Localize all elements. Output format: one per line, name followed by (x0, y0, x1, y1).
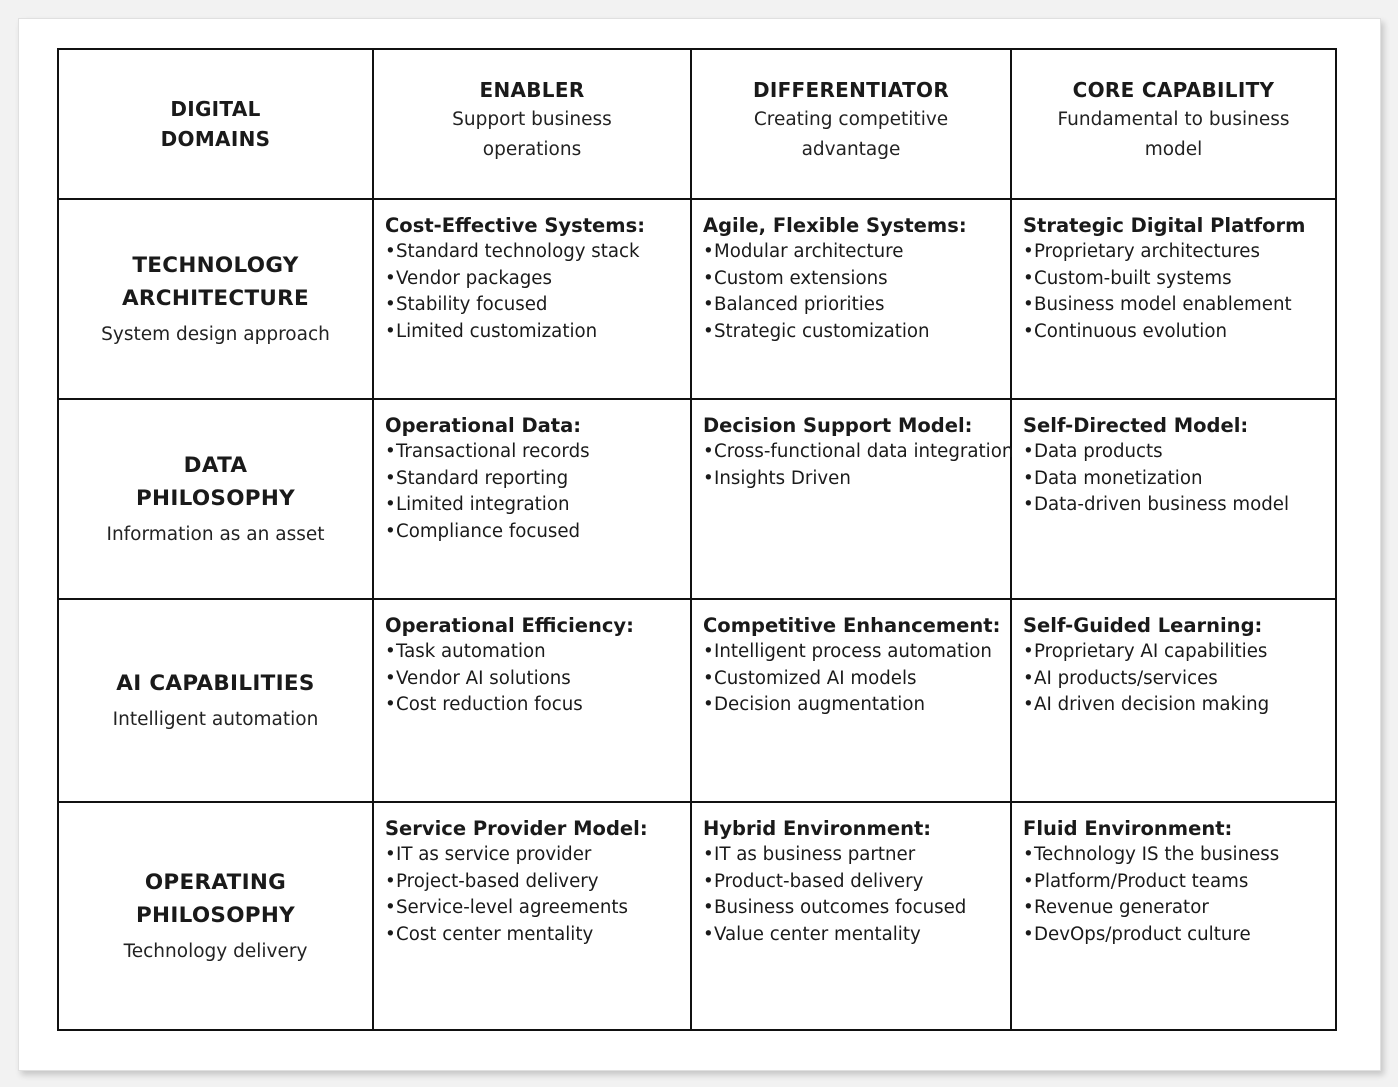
bullet-item: • Custom extensions (703, 266, 1000, 293)
bullet-list (1023, 439, 1325, 519)
bullet-item: • Modular architecture (703, 239, 1000, 266)
domain-subtitle: Information as an asset (106, 524, 325, 545)
column-title: CORE CAPABILITY (1072, 78, 1275, 102)
cell-data-philosophy-core-capability (1011, 399, 1336, 599)
bullet-item: • Limited customization (385, 319, 680, 346)
column-title: DIFFERENTIATOR (752, 78, 950, 102)
corner-label-line2: DOMAINS (160, 127, 271, 151)
bullet-item: • Data products (1023, 439, 1325, 466)
bullet-item: • Limited integration (385, 492, 680, 519)
bullet-item: • Project-based delivery (385, 869, 680, 896)
bullet-item: • DevOps/product culture (1023, 922, 1325, 949)
column-header-core-capability (1011, 49, 1336, 199)
bullet-item: • Data-driven business model (1023, 492, 1325, 519)
bullet-item: • IT as business partner (703, 842, 1000, 869)
bullet-item: • AI products/services (1023, 666, 1325, 693)
column-subtitle: Support business operations (452, 109, 612, 160)
bullet-list (385, 439, 680, 546)
domain-subtitle: Technology delivery (123, 941, 308, 962)
bullet-item: • Platform/Product teams (1023, 869, 1325, 896)
bullet-item: • Stability focused (385, 292, 680, 319)
bullet-item: • Product-based delivery (703, 869, 1000, 896)
corner-label-line1: DIGITAL (170, 97, 261, 121)
cell-heading: Service Provider Model: (385, 817, 648, 840)
bullet-list (1023, 842, 1325, 949)
bullet-list (703, 639, 1000, 719)
bullet-item: • Vendor packages (385, 266, 680, 293)
bullet-item: • Task automation (385, 639, 680, 666)
cell-ai-capabilities-core-capability (1011, 599, 1336, 802)
digital-domains-matrix (57, 48, 1337, 1031)
bullet-item: • Balanced priorities (703, 292, 1000, 319)
bullet-item: • Proprietary AI capabilities (1023, 639, 1325, 666)
cell-operating-philosophy-differentiator (691, 802, 1011, 1030)
cell-heading: Self-Guided Learning: (1023, 614, 1263, 637)
bullet-item: • Technology IS the business (1023, 842, 1325, 869)
bullet-item: • Proprietary architectures (1023, 239, 1325, 266)
domain-title: DATA PHILOSOPHY (135, 453, 296, 511)
corner-header-cell (58, 49, 373, 199)
bullet-list (385, 842, 680, 949)
domain-title: AI CAPABILITIES (116, 671, 315, 696)
cell-heading: Self-Directed Model: (1023, 414, 1249, 437)
domain-label-cell (58, 599, 373, 802)
bullet-item: • Customized AI models (703, 666, 1000, 693)
cell-heading: Decision Support Model: (703, 414, 973, 437)
cell-technology-architecture-differentiator (691, 199, 1011, 399)
bullet-item: • Insights Driven (703, 466, 1000, 493)
cell-heading: Fluid Environment: (1023, 817, 1233, 840)
cell-operating-philosophy-core-capability (1011, 802, 1336, 1030)
bullet-item: • Decision augmentation (703, 692, 1000, 719)
column-header-enabler (373, 49, 691, 199)
bullet-item: • Intelligent process automation (703, 639, 1000, 666)
cell-operating-philosophy-enabler (373, 802, 691, 1030)
cell-data-philosophy-differentiator (691, 399, 1014, 599)
matrix-card (18, 18, 1381, 1071)
cell-heading: Cost-Effective Systems: (385, 214, 645, 237)
bullet-item: • AI driven decision making (1023, 692, 1325, 719)
bullet-list (385, 239, 680, 346)
cell-heading: Operational Data: (385, 414, 582, 437)
row-data-philosophy (58, 399, 1336, 599)
bullet-list (385, 639, 680, 719)
cell-ai-capabilities-enabler (373, 599, 691, 802)
column-subtitle: Creating competitive advantage (753, 109, 949, 160)
bullet-item: • Strategic customization (703, 319, 1000, 346)
bullet-list (703, 439, 1014, 492)
row-operating-philosophy (58, 802, 1336, 1030)
column-title: ENABLER (479, 78, 585, 102)
bullet-item: • Service-level agreements (385, 895, 680, 922)
bullet-item: • Value center mentality (703, 922, 1000, 949)
cell-data-philosophy-enabler (373, 399, 691, 599)
bullet-item: • Business outcomes focused (703, 895, 1000, 922)
bullet-item: • Standard technology stack (385, 239, 680, 266)
domain-label-cell (58, 802, 373, 1030)
cell-heading: Competitive Enhancement: (703, 614, 1001, 637)
bullet-item: • Cost center mentality (385, 922, 680, 949)
row-ai-capabilities (58, 599, 1336, 802)
domain-title: TECHNOLOGY ARCHITECTURE (121, 253, 310, 311)
domain-label-cell (58, 399, 373, 599)
cell-technology-architecture-core-capability (1011, 199, 1336, 399)
bullet-item: • Business model enablement (1023, 292, 1325, 319)
domain-subtitle: System design approach (101, 324, 330, 345)
bullet-item: • Revenue generator (1023, 895, 1325, 922)
bullet-item: • Compliance focused (385, 519, 680, 546)
bullet-item: • Standard reporting (385, 466, 680, 493)
cell-heading: Strategic Digital Platform (1023, 214, 1306, 237)
column-header-differentiator (691, 49, 1011, 199)
row-technology-architecture (58, 199, 1336, 399)
domain-subtitle: Intelligent automation (112, 709, 319, 730)
bullet-item: • IT as service provider (385, 842, 680, 869)
bullet-item: • Transactional records (385, 439, 680, 466)
cell-heading: Hybrid Environment: (703, 817, 932, 840)
bullet-list (703, 842, 1000, 949)
cell-heading: Operational Efficiency: (385, 614, 634, 637)
bullet-list (1023, 639, 1325, 719)
header-row (58, 49, 1336, 199)
domain-title: OPERATING PHILOSOPHY (135, 870, 296, 928)
bullet-item: • Continuous evolution (1023, 319, 1325, 346)
bullet-list (703, 239, 1000, 346)
cell-ai-capabilities-differentiator (691, 599, 1011, 802)
cell-heading: Agile, Flexible Systems: (703, 214, 967, 237)
bullet-item: • Data monetization (1023, 466, 1325, 493)
bullet-item: • Cost reduction focus (385, 692, 680, 719)
column-subtitle: Fundamental to business model (1057, 109, 1290, 160)
bullet-item: • Custom-built systems (1023, 266, 1325, 293)
bullet-item: • Cross-functional data integration (703, 439, 1000, 466)
bullet-item: • Vendor AI solutions (385, 666, 680, 693)
bullet-list (1023, 239, 1325, 346)
cell-technology-architecture-enabler (373, 199, 691, 399)
domain-label-cell (58, 199, 373, 399)
